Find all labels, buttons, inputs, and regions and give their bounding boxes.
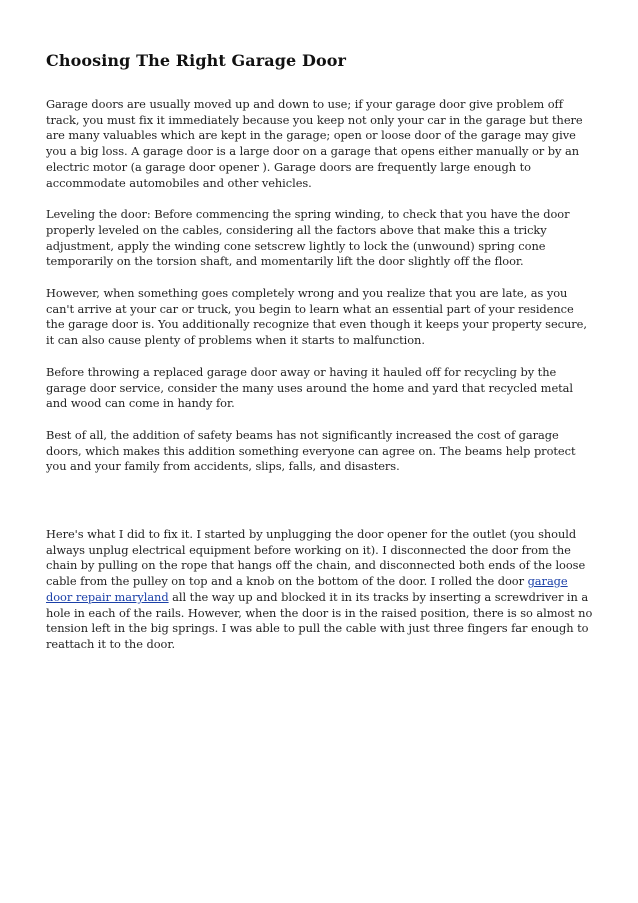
paragraph-safety-beams: Best of all, the addition of safety beams has not significantly increased the cost of garage doors, which makes this addition something everyone can agree on. The beams help protect you and your family from accidents, slips, falls, and disasters.: [46, 427, 576, 474]
paragraph-fix-it: [46, 527, 594, 653]
fix-text-after-link: all the way up and blocked it in its tracks by inserting a screwdriver in a hole in each of the rails. However, when the door is in the raised position, there is so almost no tension left in the big springs. I was able to pull the cable with just three fingers far enough to reattach it to the door.: [46, 589, 593, 651]
paragraph-intro: Garage doors are usually moved up and down to use; if your garage door give problem off track, you must fix it immediately because you keep not only your car in the garage but there are many valuables which are kept in the garage; open or loose door of the garage may give you a big loss. A garage door is a large door on a garage that opens either manually or by an electric motor (a garage door opener ). Garage doors are frequently large enough to accommodate automobiles and other vehicles.: [46, 97, 583, 190]
document-title: Choosing The Right Garage Door: [46, 51, 347, 70]
document-page: [46, 50, 594, 669]
garage-door-repair-link[interactable]: garage door repair maryland: [46, 574, 568, 604]
paragraph-however: However, when something goes completely wrong and you realize that you are late, as you can't arrive at your car or truck, you begin to learn what an essential part of your residence the garage door is. You additionally recognize that even though it keeps your property secure, it can also cause plenty of problems when it starts to malfunction.: [46, 286, 587, 348]
paragraph-recycling: Before throwing a replaced garage door away or having it hauled off for recycling by the garage door service, consider the many uses around the home and yard that recycled metal and wood can come in handy for.: [46, 364, 573, 411]
fix-text-before-link: Here's what I did to fix it. I started by unplugging the door opener for the outlet (you should always unplug electrical equipment before working on it). I disconnected the door from the chain by pulling on the rope that hangs off the chain, and disconnected both ends of the loose cable from the pulley on top and a knob on the bottom of the door. I rolled the door: [46, 527, 586, 589]
blank-spacer: [46, 491, 594, 527]
paragraph-leveling: Leveling the door: Before commencing the spring winding, to check that you have the door properly leveled on the cables, considering all the factors above that make this a tricky adjustment, apply the winding cone setscrew lightly to lock the (unwound) spring cone temporarily on the torsion shaft, and momentarily lift the door slightly off the floor.: [46, 207, 570, 269]
